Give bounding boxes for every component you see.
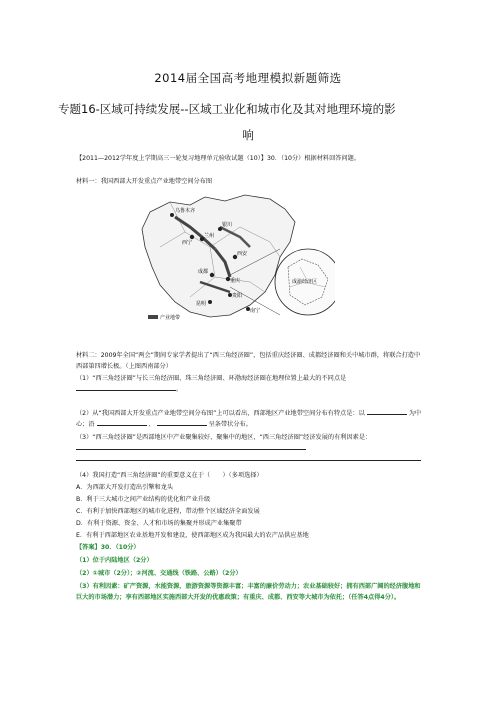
answer-3: （3）有利因素：矿产资源，水能资源，旅游资源等资源丰富；丰富的廉价劳动力；农业基础较好；拥有西部广阔的经济腹地和巨大的市场潜力；享有西部地区实施西部大开发的优惠政策；有重庆、成都、西安等大城市为依托；（任答4点得4分）。 <box>76 583 421 602</box>
city-label-guiyang: 贵阳 <box>232 293 243 299</box>
city-label-urumqi: 乌鲁木齐 <box>175 208 196 214</box>
answer-2: （2）①城市（2分）；②河流、交通线（铁路、公路）（2分） <box>76 570 242 577</box>
answer-blank-2b[interactable] <box>97 425 147 426</box>
city-dot-xining <box>190 235 194 239</box>
question-3-text: （3）“西三角经济圈”是西部地区中产业聚集较好、聚集中的地区，“西三角经济圈”经济发展的有利因素是： <box>76 434 372 441</box>
question-1-text: （1）“西三角经济圈”与长三角经济圈、珠三角经济圈、环渤海经济圈在地理位置上最大的不同点是 <box>76 375 347 382</box>
question-2-text-a: （2）从“我国西部大开发重点产业地带空间分布图”上可以看出，西部地区产业地带空间分布有特点是：以 <box>76 410 365 417</box>
city-dot-urumqi <box>170 213 174 217</box>
material-1-caption: 材料一：我国西部大开发重点产业地带空间分布图 <box>76 178 213 185</box>
question-4: （4）我国打造“西三角经济圈”的重要意义在于（ ）（多项选择） <box>76 472 263 479</box>
answer-blank-1[interactable] <box>76 390 176 391</box>
question-2 <box>76 408 426 430</box>
material-2: 材料二：2009年全国“两会”期间专家学者提出了“西三角经济圈”，包括重庆经济圈、成都经济圈和关中城市群，将联合打造中西部第四增长极。（上图西南部分） <box>76 352 421 371</box>
answer-blank-2c[interactable] <box>157 425 207 426</box>
city-label-xining: 西宁 <box>182 240 193 246</box>
city-label-chengdu: 成都 <box>198 269 209 275</box>
question-3 <box>76 432 426 466</box>
city-label-nanning: 南宁 <box>250 308 261 314</box>
option-d: D．有利于资源、资金、人才和市场的集聚并形成产业集聚带 <box>76 520 242 527</box>
question-2-text-d: 呈条带状分布。 <box>208 421 252 429</box>
answer-blank-3a[interactable] <box>76 449 306 450</box>
option-a: A．为西部大开发打造出引擎和龙头 <box>76 484 174 491</box>
legend-label: 产业地带 <box>160 315 181 321</box>
subtitle-line-2: 响 <box>242 128 254 142</box>
subtitle-line-1: 专题16-区域可持续发展--区域工业化和城市化及其对地理环境的影 <box>58 102 396 116</box>
option-c: C．有利于加快西部地区的城市化进程，带动整个区域经济全面发展 <box>76 508 260 515</box>
option-e: E．有利于西部地区农业基地开发和建设，使西部地区成为我国最大的农产品供应基地 <box>76 532 309 539</box>
western-development-map <box>130 187 335 337</box>
city-dot-kunming <box>208 300 212 304</box>
city-label-xian: 西安 <box>237 251 248 257</box>
answer-blank-2a[interactable] <box>367 414 407 415</box>
option-b: B．利于三大城市之间产业结构的优化和产业升级 <box>76 496 211 503</box>
city-label-lanzhou: 兰州 <box>204 233 215 239</box>
city-label-kunming: 昆明 <box>196 301 207 307</box>
legend-swatch <box>148 315 158 319</box>
inset-region-label: 成渝经济区 <box>292 279 318 285</box>
city-label-yinchuan: 银川 <box>222 222 233 228</box>
question-2-text-b: 为中心；沿 <box>76 410 422 429</box>
answer-header: 【答案】30．（10分） <box>76 544 140 551</box>
question-2-text-c: 、 <box>148 421 155 429</box>
city-dot-chengdu <box>210 273 214 277</box>
document-subtitle <box>58 96 438 148</box>
question-source: 【2011—2012学年度上学期高三一轮复习地理单元验收试题（10）】30．（10分）根据材料回答问题。 <box>76 155 361 162</box>
city-label-chongqing: 重庆 <box>230 278 241 284</box>
answer-blank-3b[interactable] <box>76 460 421 461</box>
document-title: 2014届全国高考地理模拟新题筛选 <box>154 71 342 85</box>
answer-1: （1）位于内陆地区（2分） <box>76 557 153 564</box>
question-1: （1）“西三角经济圈”与长三角经济圈、珠三角经济圈、环渤海经济圈在地理位置上最大的不同点是 。 <box>76 375 347 394</box>
